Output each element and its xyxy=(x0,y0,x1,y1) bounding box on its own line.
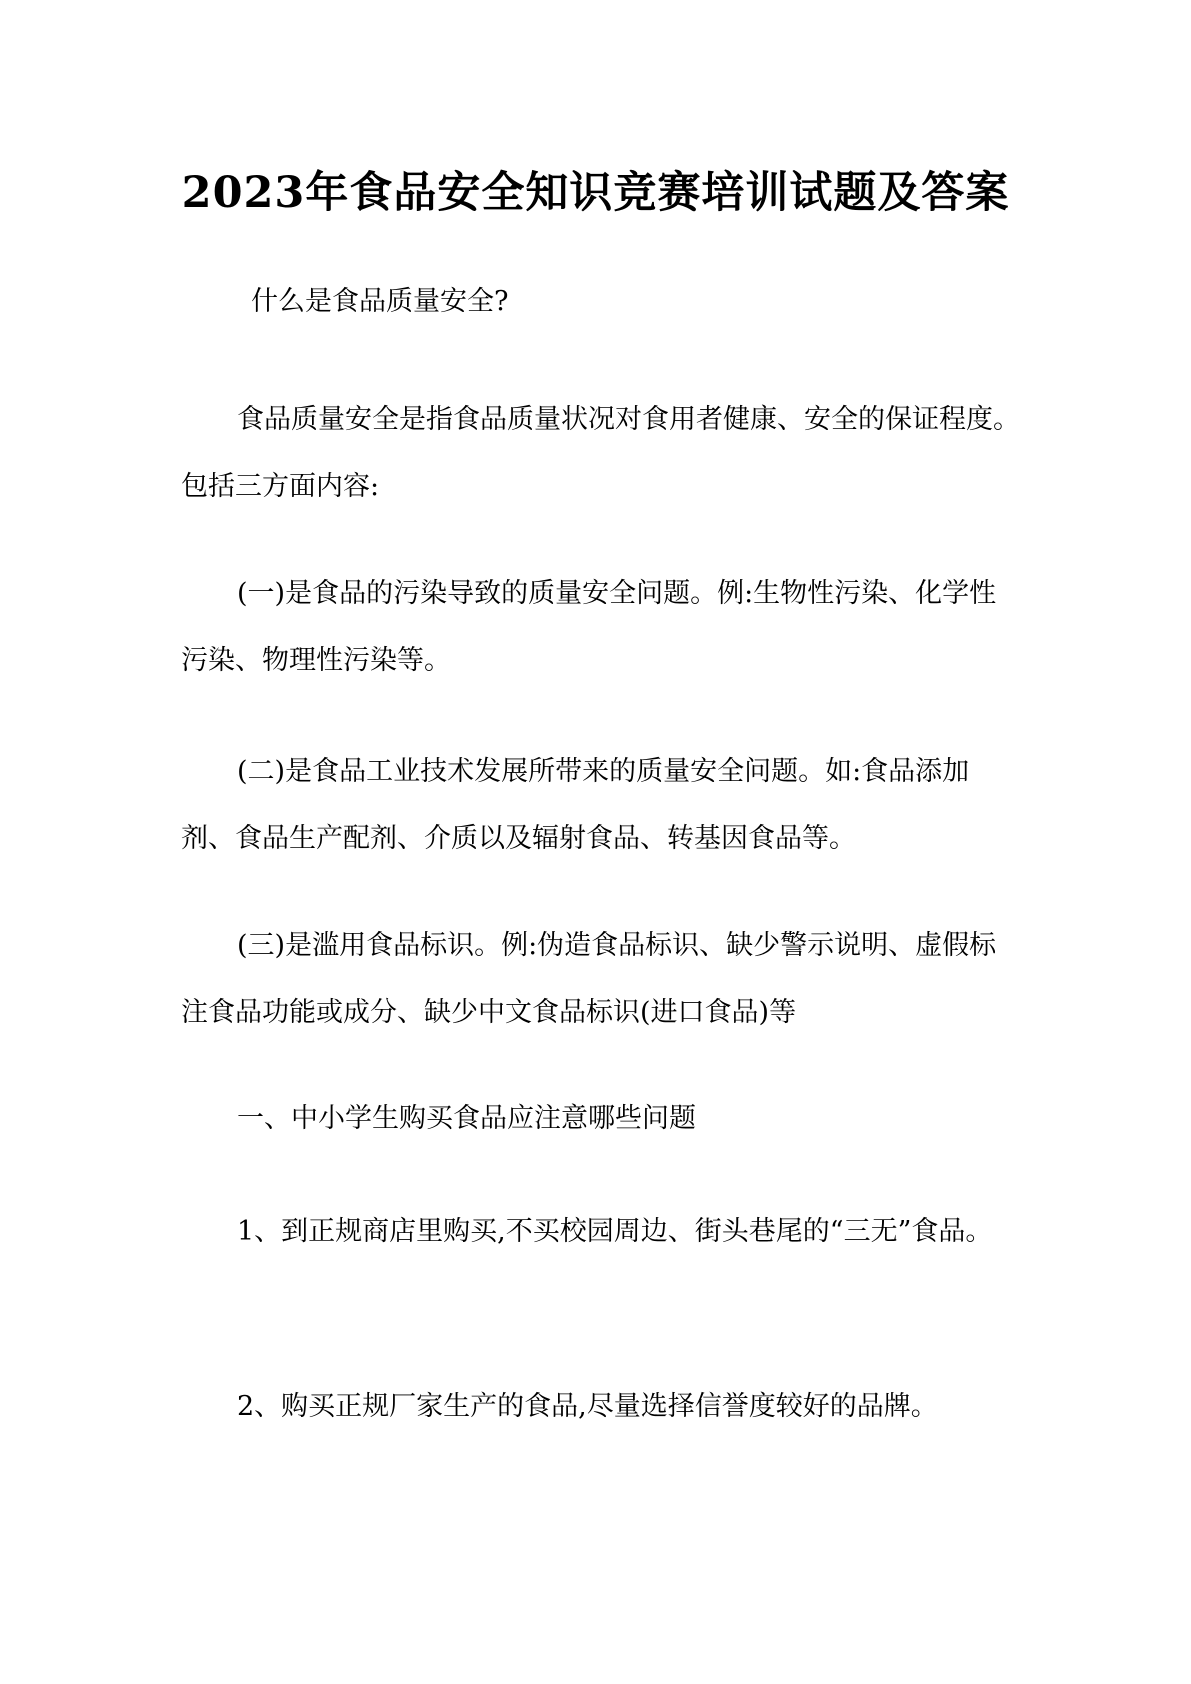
paragraph-definition: 食品质量安全是指食品质量状况对食用者健康、安全的保证程度。包括三方面内容: xyxy=(181,404,1020,502)
paragraph-item-2: (二)是食品工业技术发展所带来的质量安全问题。如:食品添加剂、食品生产配剂、介质以及辐射食品、转基因食品等。 xyxy=(181,756,970,854)
paragraph-item-3: (三)是滥用食品标识。例:伪造食品标识、缺少警示说明、虚假标注食品功能或成分、缺少中文食品标识(进口食品)等 xyxy=(181,930,997,1028)
list-item-2: 2、购买正规厂家生产的食品,尽量选择信誉度较好的品牌。 xyxy=(237,1391,938,1422)
list-item-1: 1、到正规商店里购买,不买校园周边、街头巷尾的“三无”食品。 xyxy=(237,1216,993,1247)
document-title: 2023年食品安全知识竞赛培训试题及答案 xyxy=(181,167,1010,218)
paragraph-item-1: (一)是食品的污染导致的质量安全问题。例:生物性污染、化学性污染、物理性污染等。 xyxy=(181,578,997,676)
question-heading: 什么是食品质量安全? xyxy=(251,286,509,317)
section-heading: 一、中小学生购买食品应注意哪些问题 xyxy=(237,1103,696,1134)
